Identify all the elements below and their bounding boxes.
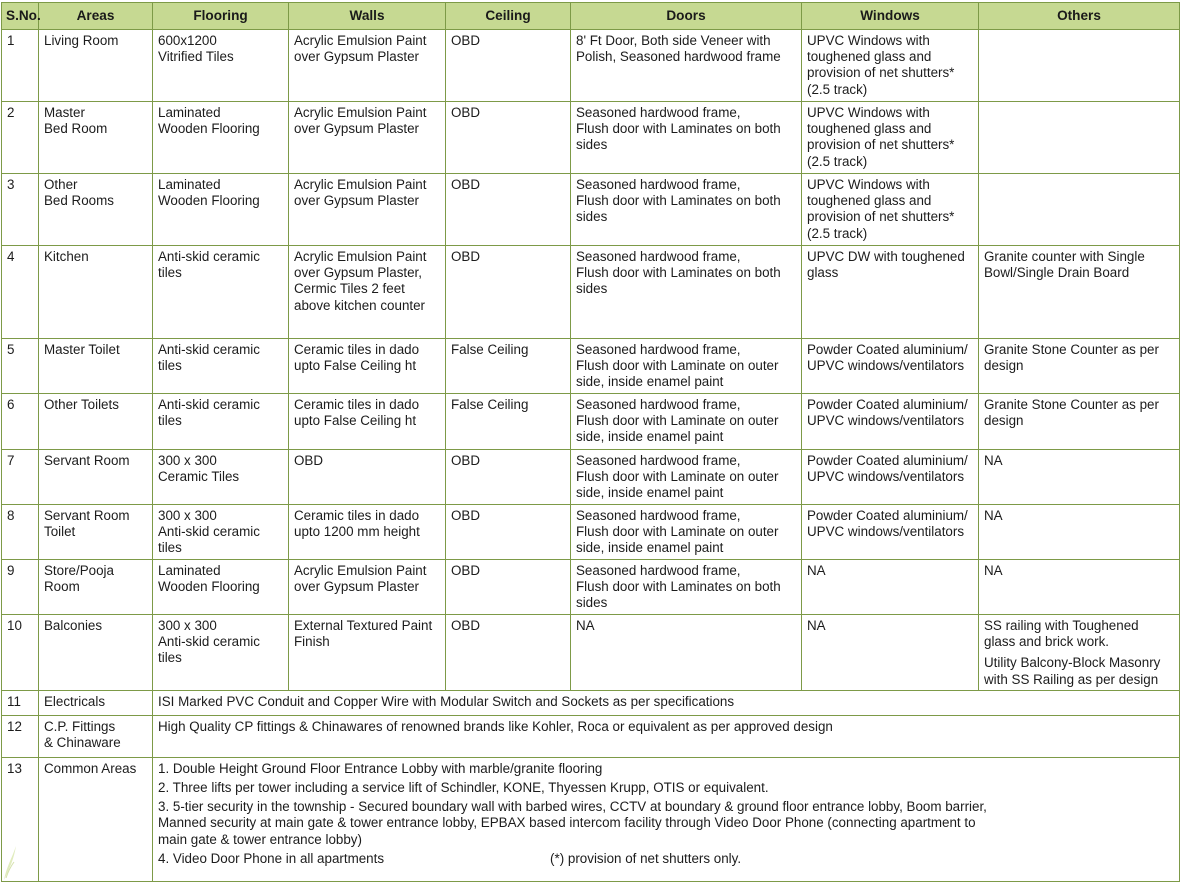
cell-sno: 12 <box>2 715 39 757</box>
cell-doors: NA <box>571 615 802 691</box>
cell-others <box>979 615 1180 691</box>
table-row-common-areas <box>2 757 1180 881</box>
specifications-table <box>1 2 1180 882</box>
cell-windows: NA <box>802 560 979 615</box>
cell-doors: Seasoned hardwood frame, Flush door with Laminates on both sides <box>571 174 802 246</box>
cell-ceiling: OBD <box>446 450 571 505</box>
cell-ceiling: False Ceiling <box>446 394 571 450</box>
cell-doors: Seasoned hardwood frame, Flush door with Laminate on outer side, inside enamel paint <box>571 339 802 394</box>
table-row <box>2 450 1180 505</box>
cell-area: Balconies <box>39 615 153 691</box>
cell-sno: 7 <box>2 450 39 505</box>
cell-area: Other Bed Rooms <box>39 174 153 246</box>
cell-flooring: Anti-skid ceramic tiles <box>153 394 289 450</box>
col-header-ceiling: Ceiling <box>446 3 571 30</box>
col-header-walls: Walls <box>289 3 446 30</box>
cell-sno: 1 <box>2 30 39 102</box>
cell-others: Granite counter with Single Bowl/Single Drain Board <box>979 246 1180 339</box>
cell-others <box>979 174 1180 246</box>
cell-doors: Seasoned hardwood frame, Flush door with Laminates on both sides <box>571 560 802 615</box>
cell-doors: Seasoned hardwood frame, Flush door with Laminate on outer side, inside enamel paint <box>571 505 802 560</box>
cell-windows: UPVC Windows with toughened glass and provision of net shutters* (2.5 track) <box>802 174 979 246</box>
cell-windows: Powder Coated aluminium/ UPVC windows/ventilators <box>802 505 979 560</box>
cell-ceiling: False Ceiling <box>446 339 571 394</box>
cell-ceiling: OBD <box>446 174 571 246</box>
cell-area: Kitchen <box>39 246 153 339</box>
cp-fittings-spec: High Quality CP fittings & Chinawares of renowned brands like Kohler, Roca or equivalent as per approved design <box>153 715 1180 757</box>
table-row <box>2 615 1180 691</box>
cell-ceiling: OBD <box>446 246 571 339</box>
cell-flooring: Laminated Wooden Flooring <box>153 560 289 615</box>
cell-windows: Powder Coated aluminium/ UPVC windows/ventilators <box>802 450 979 505</box>
cell-others <box>979 30 1180 102</box>
cell-walls: Acrylic Emulsion Paint over Gypsum Plaster <box>289 102 446 174</box>
table-row <box>2 174 1180 246</box>
cell-sno: 6 <box>2 394 39 450</box>
cell-windows: UPVC DW with toughened glass <box>802 246 979 339</box>
utility-balcony-text: Utility Balcony-Block Masonry with SS Railing as per design <box>984 655 1161 687</box>
cell-windows: NA <box>802 615 979 691</box>
cell-sno: 8 <box>2 505 39 560</box>
cell-walls: Ceramic tiles in dado upto 1200 mm height <box>289 505 446 560</box>
common-area-item: 3. 5-tier security in the township - Secured boundary wall with barbed wires, CCTV at boundary & ground floor entrance lobby, Boom barrier, Manned security at main gate & tower entrance lobby, EPBAX based intercom facility through Video Door Phone (connecting apartment to main gate & tower entrance lobby) <box>158 799 987 847</box>
leaf-decoration-icon <box>2 842 18 882</box>
table-row <box>2 30 1180 102</box>
cell-doors: Seasoned hardwood frame, Flush door with Laminates on both sides <box>571 246 802 339</box>
common-area-item: 4. Video Door Phone in all apartments <box>158 850 385 866</box>
col-header-sno: S.No. <box>2 3 39 30</box>
header-row <box>2 3 1180 30</box>
cell-others: Granite Stone Counter as per design <box>979 339 1180 394</box>
cell-ceiling: OBD <box>446 102 571 174</box>
cell-area: Master Toilet <box>39 339 153 394</box>
table-row <box>2 505 1180 560</box>
cell-area: Master Bed Room <box>39 102 153 174</box>
cell-others <box>979 102 1180 174</box>
cell-sno: 5 <box>2 339 39 394</box>
cell-flooring: Laminated Wooden Flooring <box>153 174 289 246</box>
cell-flooring: 600x1200 Vitrified Tiles <box>153 30 289 102</box>
cell-walls: External Textured Paint Finish <box>289 615 446 691</box>
cell-area: Common Areas <box>39 757 153 881</box>
cell-ceiling: OBD <box>446 505 571 560</box>
cell-area: Servant Room <box>39 450 153 505</box>
cell-others: NA <box>979 450 1180 505</box>
cell-walls: Ceramic tiles in dado upto False Ceiling ht <box>289 339 446 394</box>
cell-flooring: Laminated Wooden Flooring <box>153 102 289 174</box>
cell-others: NA <box>979 560 1180 615</box>
cell-area: Other Toilets <box>39 394 153 450</box>
cell-area: Store/Pooja Room <box>39 560 153 615</box>
col-header-windows: Windows <box>802 3 979 30</box>
cell-windows: Powder Coated aluminium/ UPVC windows/ventilators <box>802 339 979 394</box>
cell-walls: Acrylic Emulsion Paint over Gypsum Plaster <box>289 30 446 102</box>
cell-walls: Acrylic Emulsion Paint over Gypsum Plaster, Cermic Tiles 2 feet above kitchen counter <box>289 246 446 339</box>
common-area-item: 2. Three lifts per tower including a service lift of Schindler, KONE, Thyessen Krupp, OTIS or equivalent. <box>158 780 769 796</box>
cell-windows: UPVC Windows with toughened glass and provision of net shutters* (2.5 track) <box>802 102 979 174</box>
cell-sno: 9 <box>2 560 39 615</box>
cell-sno: 3 <box>2 174 39 246</box>
col-header-flooring: Flooring <box>153 3 289 30</box>
cell-flooring: 300 x 300 Anti-skid ceramic tiles <box>153 505 289 560</box>
cell-doors: Seasoned hardwood frame, Flush door with Laminate on outer side, inside enamel paint <box>571 394 802 450</box>
cell-sno: 2 <box>2 102 39 174</box>
cell-walls: Acrylic Emulsion Paint over Gypsum Plaster <box>289 174 446 246</box>
cell-walls: OBD <box>289 450 446 505</box>
electricals-spec: ISI Marked PVC Conduit and Copper Wire with Modular Switch and Sockets as per specifications <box>153 690 1180 715</box>
cell-windows: UPVC Windows with toughened glass and provision of net shutters* (2.5 track) <box>802 30 979 102</box>
cell-walls: Ceramic tiles in dado upto False Ceiling ht <box>289 394 446 450</box>
col-header-areas: Areas <box>39 3 153 30</box>
common-areas-spec <box>153 757 1180 881</box>
cell-flooring: Anti-skid ceramic tiles <box>153 339 289 394</box>
cell-ceiling: OBD <box>446 615 571 691</box>
table-row <box>2 102 1180 174</box>
net-shutter-footnote: (*) provision of net shutters only. <box>550 850 742 866</box>
table-row-cp-fittings <box>2 715 1180 757</box>
cell-ceiling: OBD <box>446 560 571 615</box>
table-row <box>2 246 1180 339</box>
cell-walls: Acrylic Emulsion Paint over Gypsum Plaster <box>289 560 446 615</box>
cell-sno: 13 <box>2 757 39 881</box>
cell-doors: Seasoned hardwood frame, Flush door with Laminate on outer side, inside enamel paint <box>571 450 802 505</box>
cell-others: Granite Stone Counter as per design <box>979 394 1180 450</box>
cell-area: Servant Room Toilet <box>39 505 153 560</box>
col-header-doors: Doors <box>571 3 802 30</box>
balcony-railing-text: SS railing with Toughened glass and brick work. <box>984 618 1139 650</box>
cell-windows: Powder Coated aluminium/ UPVC windows/ventilators <box>802 394 979 450</box>
cell-flooring: Anti-skid ceramic tiles <box>153 246 289 339</box>
cell-ceiling: OBD <box>446 30 571 102</box>
table-row-electricals <box>2 690 1180 715</box>
cell-others: NA <box>979 505 1180 560</box>
cell-area: C.P. Fittings & Chinaware <box>39 715 153 757</box>
table-row <box>2 560 1180 615</box>
table-row <box>2 394 1180 450</box>
cell-doors: 8' Ft Door, Both side Veneer with Polish, Seasoned hardwood frame <box>571 30 802 102</box>
cell-sno: 10 <box>2 615 39 691</box>
common-area-item: 1. Double Height Ground Floor Entrance Lobby with marble/granite flooring <box>158 760 603 776</box>
cell-area: Living Room <box>39 30 153 102</box>
col-header-others: Others <box>979 3 1180 30</box>
cell-flooring: 300 x 300 Anti-skid ceramic tiles <box>153 615 289 691</box>
cell-flooring: 300 x 300 Ceramic Tiles <box>153 450 289 505</box>
cell-area: Electricals <box>39 690 153 715</box>
table-row <box>2 339 1180 394</box>
cell-sno: 4 <box>2 246 39 339</box>
cell-sno: 11 <box>2 690 39 715</box>
cell-doors: Seasoned hardwood frame, Flush door with Laminates on both sides <box>571 102 802 174</box>
